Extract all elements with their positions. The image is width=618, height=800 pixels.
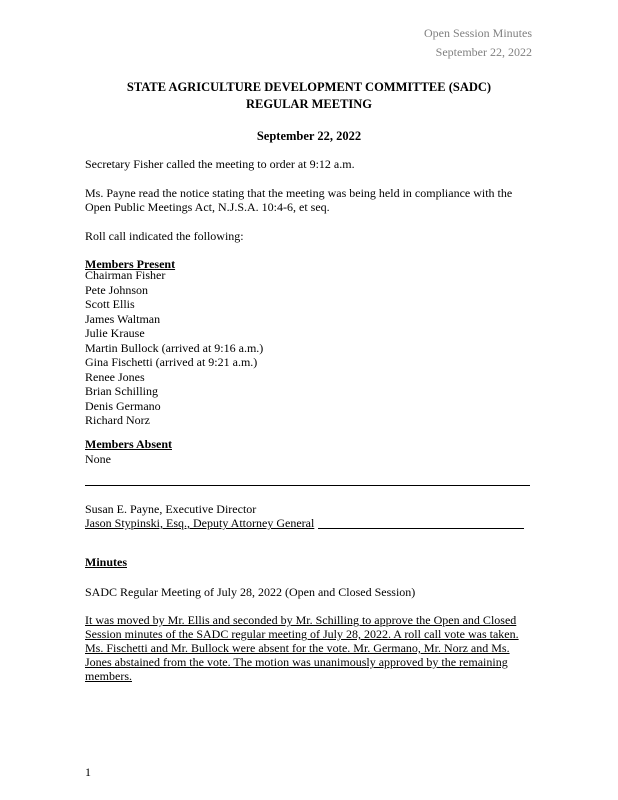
members-present-list	[85, 268, 263, 428]
minutes-heading: Minutes	[85, 555, 127, 569]
member-name: Renee Jones	[85, 369, 145, 384]
roll-call-paragraph: Roll call indicated the following:	[85, 229, 244, 243]
motion-line: Session minutes of the SADC regular meeting of July 28, 2022. A roll call vote was taken.	[85, 627, 519, 641]
member-name: Richard Norz	[85, 413, 150, 427]
member-name: Gina Fischetti (arrived at 9:21 a.m.)	[85, 355, 258, 369]
member-name: Julie Krause	[85, 326, 145, 340]
motion-line: members.	[85, 669, 132, 683]
header-title: Open Session Minutes	[424, 26, 532, 40]
notice-paragraph-line-1: Ms. Payne read the notice stating that the meeting was being held in compliance with the	[85, 186, 513, 200]
members-absent-heading: Members Absent	[85, 437, 172, 451]
meeting-date: September 22, 2022	[256, 129, 362, 143]
document-subtitle: REGULAR MEETING	[245, 97, 373, 111]
members-absent-value: None	[85, 452, 111, 466]
notice-paragraph-line-2: Open Public Meetings Act, N.J.S.A. 10:4-6, et seq.	[85, 200, 330, 214]
motion-line: It was moved by Mr. Ellis and seconded by Mr. Schilling to approve the Open and Closed	[85, 613, 517, 627]
member-name: Scott Ellis	[85, 297, 135, 311]
section-divider	[85, 485, 530, 486]
staff-deputy-attorney-general-text: Jason Stypinski, Esq., Deputy Attorney General	[85, 516, 315, 530]
page-number: 1	[85, 765, 91, 779]
document-title: STATE AGRICULTURE DEVELOPMENT COMMITTEE (SADC)	[126, 80, 492, 94]
minutes-item: SADC Regular Meeting of July 28, 2022 (Open and Closed Session)	[85, 585, 416, 599]
member-name: Martin Bullock (arrived at 9:16 a.m.)	[85, 340, 264, 355]
member-name: James Waltman	[85, 311, 161, 326]
member-name: Pete Johnson	[85, 282, 148, 297]
call-to-order-paragraph: Secretary Fisher called the meeting to order at 9:12 a.m.	[85, 157, 355, 171]
motion-line: Ms. Fischetti and Mr. Bullock were absent for the vote. Mr. Germano, Mr. Norz and Ms.	[85, 641, 510, 655]
member-name: Chairman Fisher	[85, 268, 166, 282]
staff-executive-director: Susan E. Payne, Executive Director	[85, 502, 257, 516]
header-date: September 22, 2022	[435, 45, 532, 59]
member-name: Denis Germano	[85, 398, 161, 413]
motion-paragraph	[85, 613, 547, 683]
member-name: Brian Schilling	[85, 384, 158, 398]
members-present-heading: Members Present	[85, 257, 176, 271]
signature-line	[318, 528, 524, 529]
motion-line: Jones abstained from the vote. The motion was unanimously approved by the remaining	[85, 655, 508, 669]
